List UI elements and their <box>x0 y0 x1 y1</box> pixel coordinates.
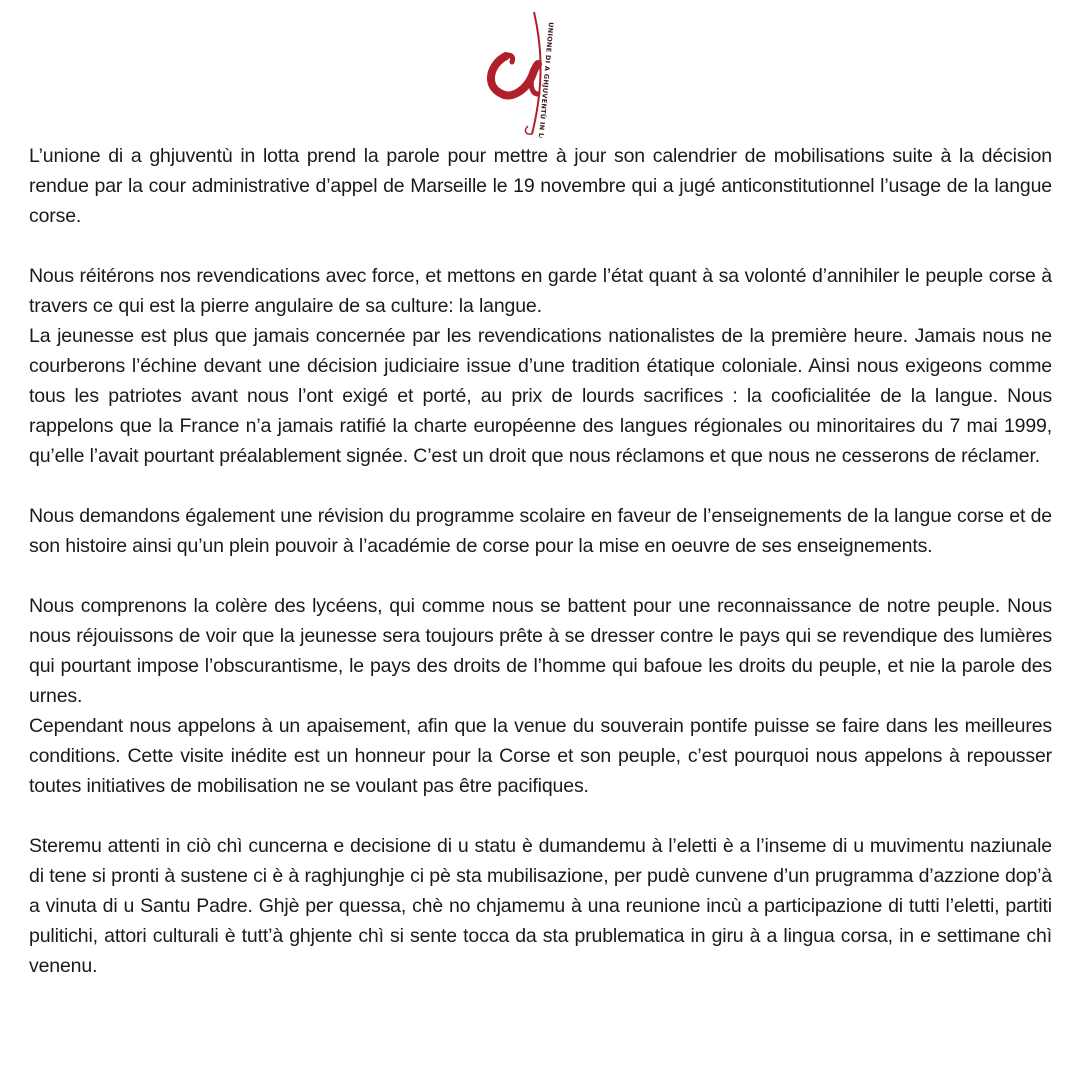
statement-body <box>29 141 1052 981</box>
organization-logo <box>476 8 576 138</box>
paragraph-lyceens: Nous comprenons la colère des lycéens, qui comme nous se battent pour une reconnaissance de notre peuple. Nous nous réjouissons de voir que la jeunesse sera toujours prête à se dresser contre le pays qui se revendique des lumières qui pourtant impose l’obscurantisme, le pays des droits de l’homme qui bafoue les droits du peuple, et nie la parole des urnes. <box>29 595 1052 707</box>
paragraph-jeunesse: La jeunesse est plus que jamais concernée par les revendications nationalistes de la première heure. Jamais nous ne courberons l’échine devant une décision judiciaire issue d’une tradition étatique coloniale. Ainsi nous exigeons comme tous les patriotes avant nous l’ont exigé et porté, au prix de lourds sacrifices : la cooficialitée de la langue. Nous rappelons que la France n’a jamais ratifié la charte européenne des langues régionales ou minoritaires du 7 mai 1999, qu’elle l’avait pourtant préalablement signée. C’est un droit que nous réclamons et que nous ne cesserons de réclamer. <box>29 325 1052 467</box>
paragraph-intro: L’unione di a ghjuventù in lotta prend la parole pour mettre à jour son calendrier de mobilisations suite à la décision rendue par la cour administrative d’appel de Marseille le 19 novembre qui a jugé anticonstitutionnel l’usage de la langue corse. <box>29 145 1052 227</box>
paragraph-corsican: Steremu attenti in ciò chì cuncerna e decisione di u statu è dumandemu à l’eletti è a l’inseme di u muvimentu naziunale di tene si pronti à sustene ci è à raghjunghje ci pè sta mubilisazione, per pudè cunvene d’un prugramma d’azzione dop’à a vinuta di u Santu Padre. Ghjè per quessa, chè no chjamemu à una reunione incù a participazione di tutti l’eletti, partiti pulitichi, attori culturali è tutt’à ghjente chì si sente tocca da sta prublematica in giru à a lingua corsa, in e settimane chì venenu. <box>29 835 1052 977</box>
logo-text: UNIONE DI A GHJUVENTÙ IN LOTTA <box>535 21 555 138</box>
paragraph-revendications: Nous réitérons nos revendications avec force, et mettons en garde l’état quant à sa volonté d’annihiler le peuple corse à travers ce qui est la pierre angulaire de sa culture: la langue. <box>29 265 1052 317</box>
logo-graphic <box>476 8 576 138</box>
paragraph-programme-scolaire: Nous demandons également une révision du programme scolaire en faveur de l’enseignements de la langue corse et de son histoire ainsi qu’un plein pouvoir à l’académie de corse pour la mise en oeuvre de ses enseignements. <box>29 505 1052 557</box>
paragraph-apaisement: Cependant nous appelons à un apaisement, afin que la venue du souverain pontife puisse se faire dans les meilleures conditions. Cette visite inédite est un honneur pour la Corse et son peuple, c’est pourquoi nous appelons à repousser toutes initiatives de mobilisation ne se voulant pas être pacifiques. <box>29 715 1052 797</box>
